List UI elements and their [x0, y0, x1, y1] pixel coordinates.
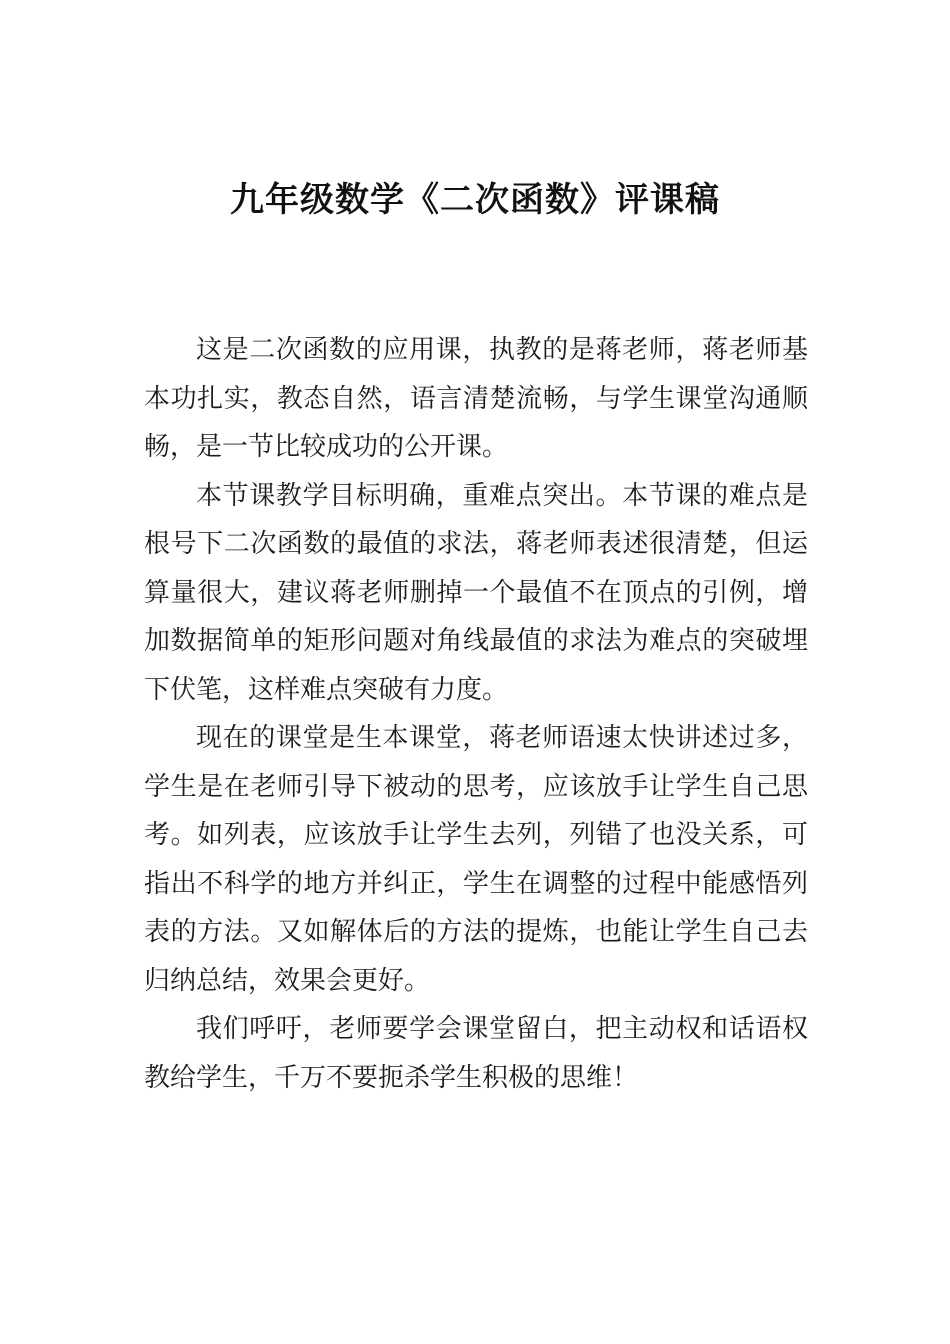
paragraph-4: 我们呼吁，老师要学会课堂留白，把主动权和话语权教给学生，千万不要扼杀学生积极的思维！ — [144, 1014, 808, 1093]
paragraph-3: 现在的课堂是生本课堂，蒋老师语速太快讲述过多，学生是在老师引导下被动的思考，应该放手让学生自己思考。如列表，应该放手让学生去列，列错了也没关系，可指出不科学的地方并纠正，学生在调整的过程中能感悟列表的方法。又如解体后的方法的提炼，也能让学生自己去归纳总结，效果会更好。 — [144, 723, 808, 996]
document-title: 九年级数学《二次函数》评课稿 — [230, 180, 720, 220]
paragraph-2: 本节课教学目标明确，重难点突出。本节课的难点是根号下二次函数的最值的求法，蒋老师表述很清楚，但运算量很大，建议蒋老师删掉一个最值不在顶点的引例，增加数据简单的矩形问题对角线最值的求法为难点的突破埋下伏笔，这样难点突破有力度。 — [144, 480, 808, 705]
paragraph-1: 这是二次函数的应用课，执教的是蒋老师，蒋老师基本功扎实，教态自然，语言清楚流畅，与学生课堂沟通顺畅，是一节比较成功的公开课。 — [144, 335, 808, 462]
document-body — [144, 326, 808, 1102]
